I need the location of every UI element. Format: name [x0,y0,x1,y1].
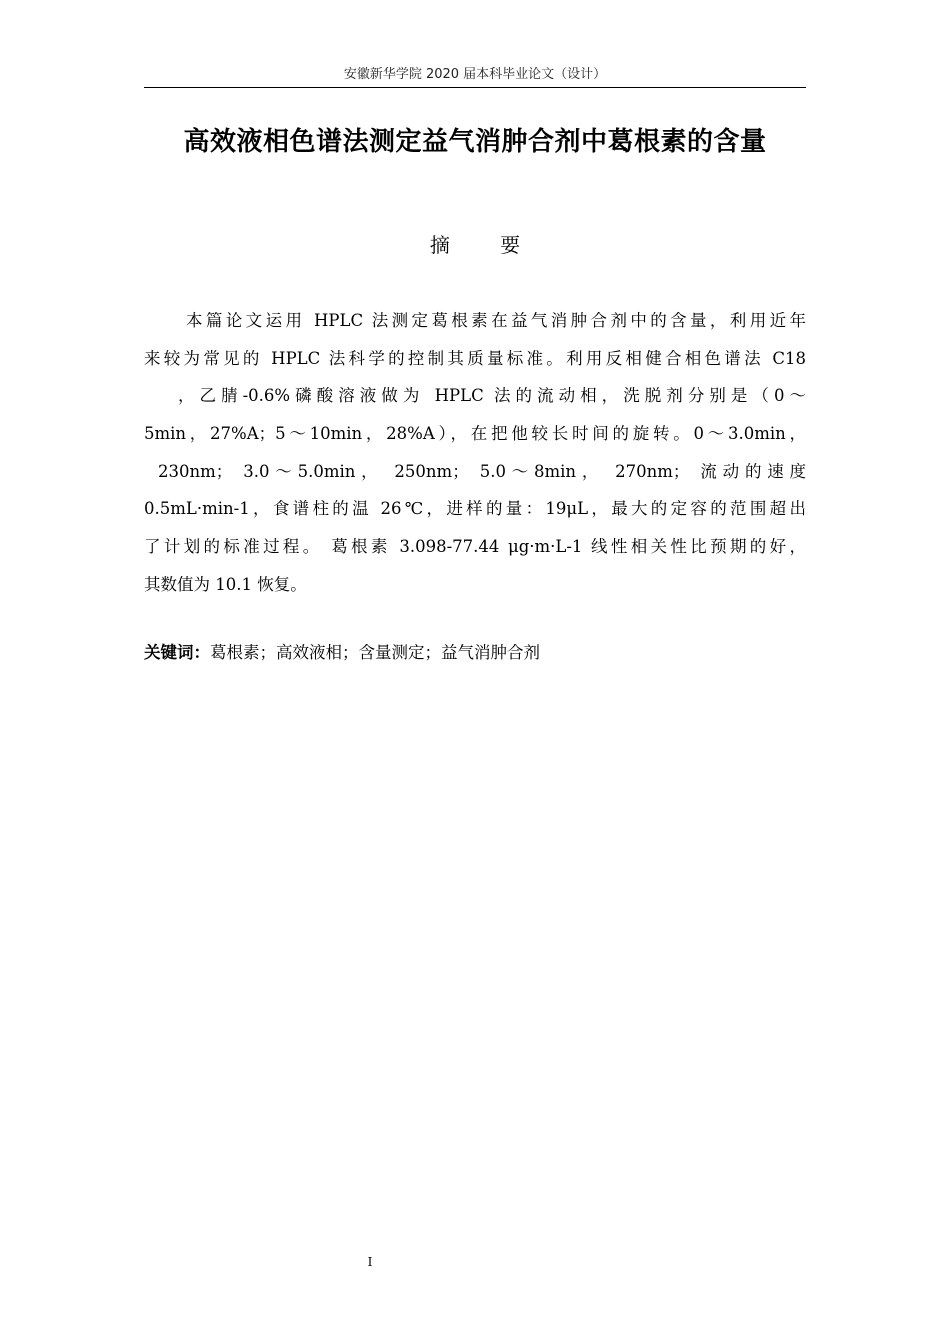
keywords-label: 关键词： [144,643,210,662]
abstract-line: 来较为常见的 HPLC 法科学的控制其质量标准。利用反相健合相色谱法 C18 [144,348,806,368]
abstract-line: 其数值为 10.1 恢复。 [144,574,307,594]
abstract-line: ，乙腈-0.6%磷酸溶液做为 HPLC 法的流动相，洗脱剂分别是（0～ [178,386,806,406]
abstract-body [144,302,806,604]
abstract-line: 0.5mL·min-1，食谱柱的温 26℃，进样的量：19μL，最大的定容的范围超出 [144,499,806,519]
running-header: 安徽新华学院 2020 届本科毕业论文（设计） [343,67,607,82]
abstract-heading: 摘 要 [429,233,543,257]
keywords-list: 葛根素；高效液相；含量测定；益气消肿合剂 [210,643,540,662]
abstract-line: 230nm； 3.0～5.0min， 250nm； 5.0～8min， 270nm； 流动的速度 [158,461,806,481]
abstract-line: 本篇论文运用 HPLC 法测定葛根素在益气消肿合剂中的含量，利用近年 [186,311,806,330]
page-number: I [367,1255,373,1269]
thesis-title: 高效液相色谱法测定益气消肿合剂中葛根素的含量 [183,127,767,157]
keywords-line [144,638,806,668]
header-rule [144,87,806,88]
abstract-line: 了计划的标准过程。 葛根素 3.098-77.44 μg·m·L-1 线性相关性比预期的好， [144,537,806,557]
abstract-line: 5min，27%A；5～10min，28%A），在把他较长时间的旋转。0～3.0min， [144,424,806,444]
